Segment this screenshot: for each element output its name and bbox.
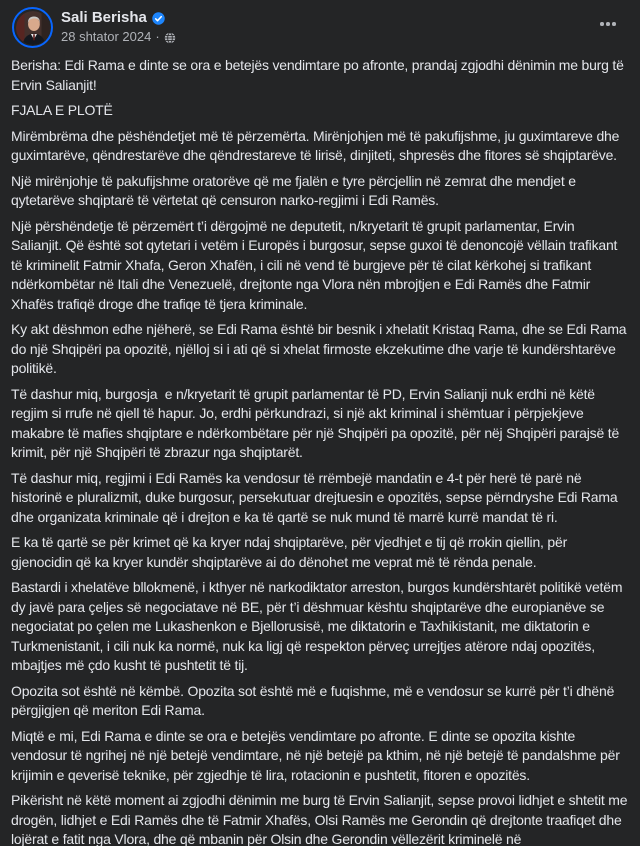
post-paragraph-lead: Berisha: Edi Rama e dinte se ora e betejës vendimtare po afronte, prandaj zgjodhi dënimin me burg të Ervin Salianjit! (11, 57, 628, 93)
verified-badge-icon (152, 12, 165, 25)
avatar[interactable] (12, 7, 53, 48)
timestamp[interactable]: 28 shtator 2024 (61, 29, 152, 44)
post-paragraph: Një mirënjohje të pakufijshme oratorëve që me fjalën e tyre përcjellin në zemrat dhe mendjet e qytetarëve shqiptarë të vërtetat që censuron narko-regjimi i Edi Ramës. (11, 172, 580, 208)
post-paragraph: Të dashur miq, burgosja e n/kryetarit të grupit parlamentar të PD, Ervin Salianji nuk erdhi në këtë regjim si rrufe në qiell të hapur. Jo, erdhi përkundrazi, si një akt kriminal i shëmtuar i përpjekjeve makabre të mafies shqiptare e ndërkombëtare për një Shqipëri pa opozitë, për nëj Shqipëri parajsë të krimit, për një Shqipëri të zbrazur nga shqiptarët. (11, 385, 623, 460)
post-paragraph: Të dashur miq, regjimi i Edi Ramës ka vendosur të rrëmbejë mandatin e 4-t për herë të parë në historinë e pluralizmit, duke burgosur, persekutuar drejtuesin e opozitës, sepse përndryshe Edi Rama dhe organizata kriminale që i drejton e ka të qartë se nuk mund të marrë kurrë mandat të ri. (11, 469, 622, 525)
more-options-icon (612, 22, 616, 26)
post-paragraph: Miqtë e mi, Edi Rama e dinte se ora e betejës vendimtare po afronte. E dinte se opozita kishte vendosur të ngrihej në një betejë vendimtare, në një betejë pa kthim, në një betejë të pandalshme për krijimin e qeverisë teknike, për zgjedhje të lira, rotacionin e pushtetit, fitoren e opozitës. (11, 727, 624, 783)
globe-icon (164, 31, 176, 44)
post-subtitle: FJALA E PLOTË (11, 102, 113, 118)
avatar-portrait (16, 11, 50, 45)
post-paragraph: Një përshëndetje të përzemërt t’i dërgojmë ne deputetit, n/kryetarit të grupit parlamentar, Ervin Salianjit. Që është sot qytetari i vetëm i Europës i burgosur, sepse guxoi të denoncojë vëllain trafikant të kriminelit Fatmir Xhafa, Geron Xhafën, i cili në vend të burgjeve për të cilat kërkohej si trafikant ndërkombëtar në Itali dhe Venezuelë, drejtonte nga Vlora nën mbrojtjen e Edi Ramës dhe Fatmir Xhafës trafiqë droge dhe trafiqe të tjera kriminale. (11, 217, 621, 312)
post-paragraph: Pikërisht në këtë moment ai zgjodhi dënimin me burg të Ervin Salianjit, sepse provoi lidhjet e shtetit me drogën, lidhjet e Edi Ramës dhe të Fatmir Xhafës, Olsi Ramës me Gerondin që drejtonte traafiqet dhe lojërat e fatit nga Vlora, dhe që mbanin për Olsin dhe Gerondin vëllezërit kriminelë në (11, 792, 632, 846)
post-paragraph: Ky akt dëshmon edhe njëherë, se Edi Rama është bir besnik i xhelatit Kristaq Rama, dhe se Edi Rama do një Shqipëri pa opozitë, njëlloj si i ati që si xhelat firmoste ekzekutime dhe varje të kundërshtarëve politikë. (11, 321, 631, 376)
post-header (0, 0, 640, 48)
header-text (61, 7, 176, 45)
more-options-button[interactable] (596, 16, 620, 32)
post-paragraph: E ka të qartë se për krimet që ka kryer ndaj shqiptarëve, për vjedhjet e tij që rrokin qiellin, për gjenocidin që ka kryer kundër shqiptarëve ai do dënohet me veprat më të rënda penale. (11, 534, 571, 570)
post-body (0, 48, 640, 846)
meta-separator: · (155, 29, 160, 44)
post-paragraph: Bastardi i xhelatëve bllokmenë, i kthyer në narkodiktator arreston, burgos kundërshtarët politikë vetëm dy javë para çeljes së negociatave në BE, për t’i dëshmuar kështu shqiptarëve dhe europianëve se negociatat po çelen me Lukashenkon e Bjellorusisë, me diktatorin e Taxhikistanit, me diktatorin e Turkmenistanit, i cili nuk ka normë, nuk ka ligj që respekton përveç urrejtjes atërore ndaj opozitës, mbajtjes më çdo kusht të pushtetit të tij. (11, 579, 626, 673)
more-options-icon (600, 22, 604, 26)
author-name[interactable]: Sali Berisha (61, 9, 147, 26)
post-paragraph: Opozita sot është në këmbë. Opozita sot është më e fuqishme, më e vendosur se kurrë për t’i dhënë përgjigjen që meriton Edi Rama. (11, 682, 618, 718)
more-options-icon (606, 22, 610, 26)
post-paragraph: Mirëmbrëma dhe pëshëndetjet më të përzemërta. Mirënjohjen më të pakufijshme, ju guximtareve dhe guximtarëve, qëndrestarëve dhe qëndrestareve të lirisë, dinjiteti, shpresës dhe fitores së shqiptarëve. (11, 127, 623, 163)
post-meta (61, 29, 176, 45)
